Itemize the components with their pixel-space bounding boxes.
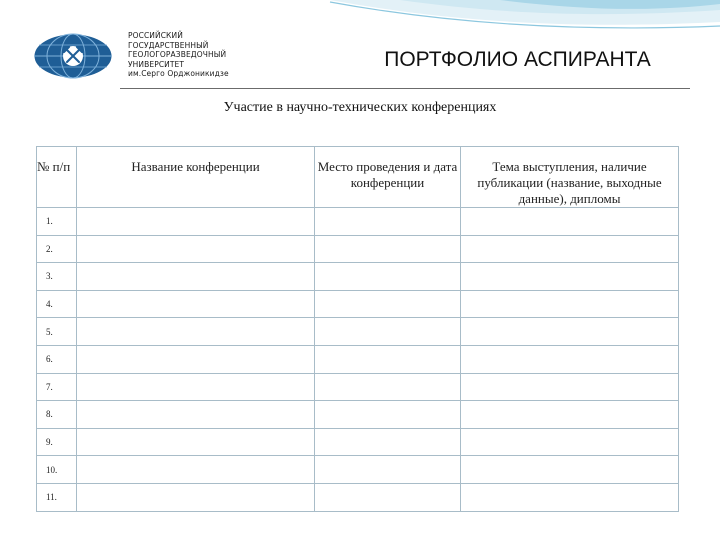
row-number: 5. [37,318,77,346]
topic-cell[interactable] [461,208,679,236]
row-number: 8. [37,401,77,429]
table-row [37,456,679,484]
row-number: 10. [37,456,77,484]
topic-cell[interactable] [461,428,679,456]
table-row [37,318,679,346]
row-number: 11. [37,483,77,511]
row-number: 1. [37,208,77,236]
page-title: ПОРТФОЛИО АСПИРАНТА [384,48,651,71]
topic-cell[interactable] [461,290,679,318]
column-header-venue-date: Место проведения и дата конференции [315,147,461,208]
table-row [37,483,679,511]
column-header-topic-publications: Тема выступления, наличие публикации (название, выходные данные), дипломы [461,147,679,208]
university-name [128,31,258,79]
row-number: 4. [37,290,77,318]
header-divider [120,88,690,89]
org-line: ГОСУДАРСТВЕННЫЙ [128,40,209,50]
topic-cell[interactable] [461,263,679,291]
conference-name-cell[interactable] [77,345,315,373]
org-line: РОССИЙСКИЙ [128,31,183,40]
table-row [37,290,679,318]
table-row [37,373,679,401]
venue-date-cell[interactable] [315,483,461,511]
conference-name-cell[interactable] [77,208,315,236]
conference-name-cell[interactable] [77,373,315,401]
venue-date-cell[interactable] [315,373,461,401]
venue-date-cell[interactable] [315,235,461,263]
venue-date-cell[interactable] [315,345,461,373]
org-line: им.Серго Орджоникидзе [128,69,229,79]
conference-name-cell[interactable] [77,290,315,318]
table-row [37,428,679,456]
venue-date-cell[interactable] [315,208,461,236]
section-subtitle: Участие в научно-технических конференциях [223,100,497,115]
topic-cell[interactable] [461,235,679,263]
university-logo [33,33,113,79]
conference-name-cell[interactable] [77,263,315,291]
venue-date-cell[interactable] [315,401,461,429]
venue-date-cell[interactable] [315,290,461,318]
venue-date-cell[interactable] [315,318,461,346]
row-number: 3. [37,263,77,291]
topic-cell[interactable] [461,456,679,484]
row-number: 6. [37,345,77,373]
table-row [37,345,679,373]
topic-cell[interactable] [461,345,679,373]
conferences-table [36,146,679,512]
org-line: УНИВЕРСИТЕТ [128,59,185,69]
table-row [37,263,679,291]
row-number: 2. [37,235,77,263]
table-row [37,401,679,429]
conference-name-cell[interactable] [77,483,315,511]
row-number: 9. [37,428,77,456]
venue-date-cell[interactable] [315,428,461,456]
venue-date-cell[interactable] [315,263,461,291]
topic-cell[interactable] [461,401,679,429]
table-header-row [37,147,679,208]
conference-name-cell[interactable] [77,401,315,429]
venue-date-cell[interactable] [315,456,461,484]
topic-cell[interactable] [461,483,679,511]
table-row [37,235,679,263]
org-line: ГЕОЛОГОРАЗВЕДОЧНЫЙ [128,50,227,60]
topic-cell[interactable] [461,318,679,346]
column-header-number: № п/п [37,147,77,208]
conference-name-cell[interactable] [77,428,315,456]
conference-name-cell[interactable] [77,456,315,484]
topic-cell[interactable] [461,373,679,401]
conference-name-cell[interactable] [77,235,315,263]
table-row [37,208,679,236]
conference-name-cell[interactable] [77,318,315,346]
column-header-conference-name: Название конференции [77,147,315,208]
row-number: 7. [37,373,77,401]
